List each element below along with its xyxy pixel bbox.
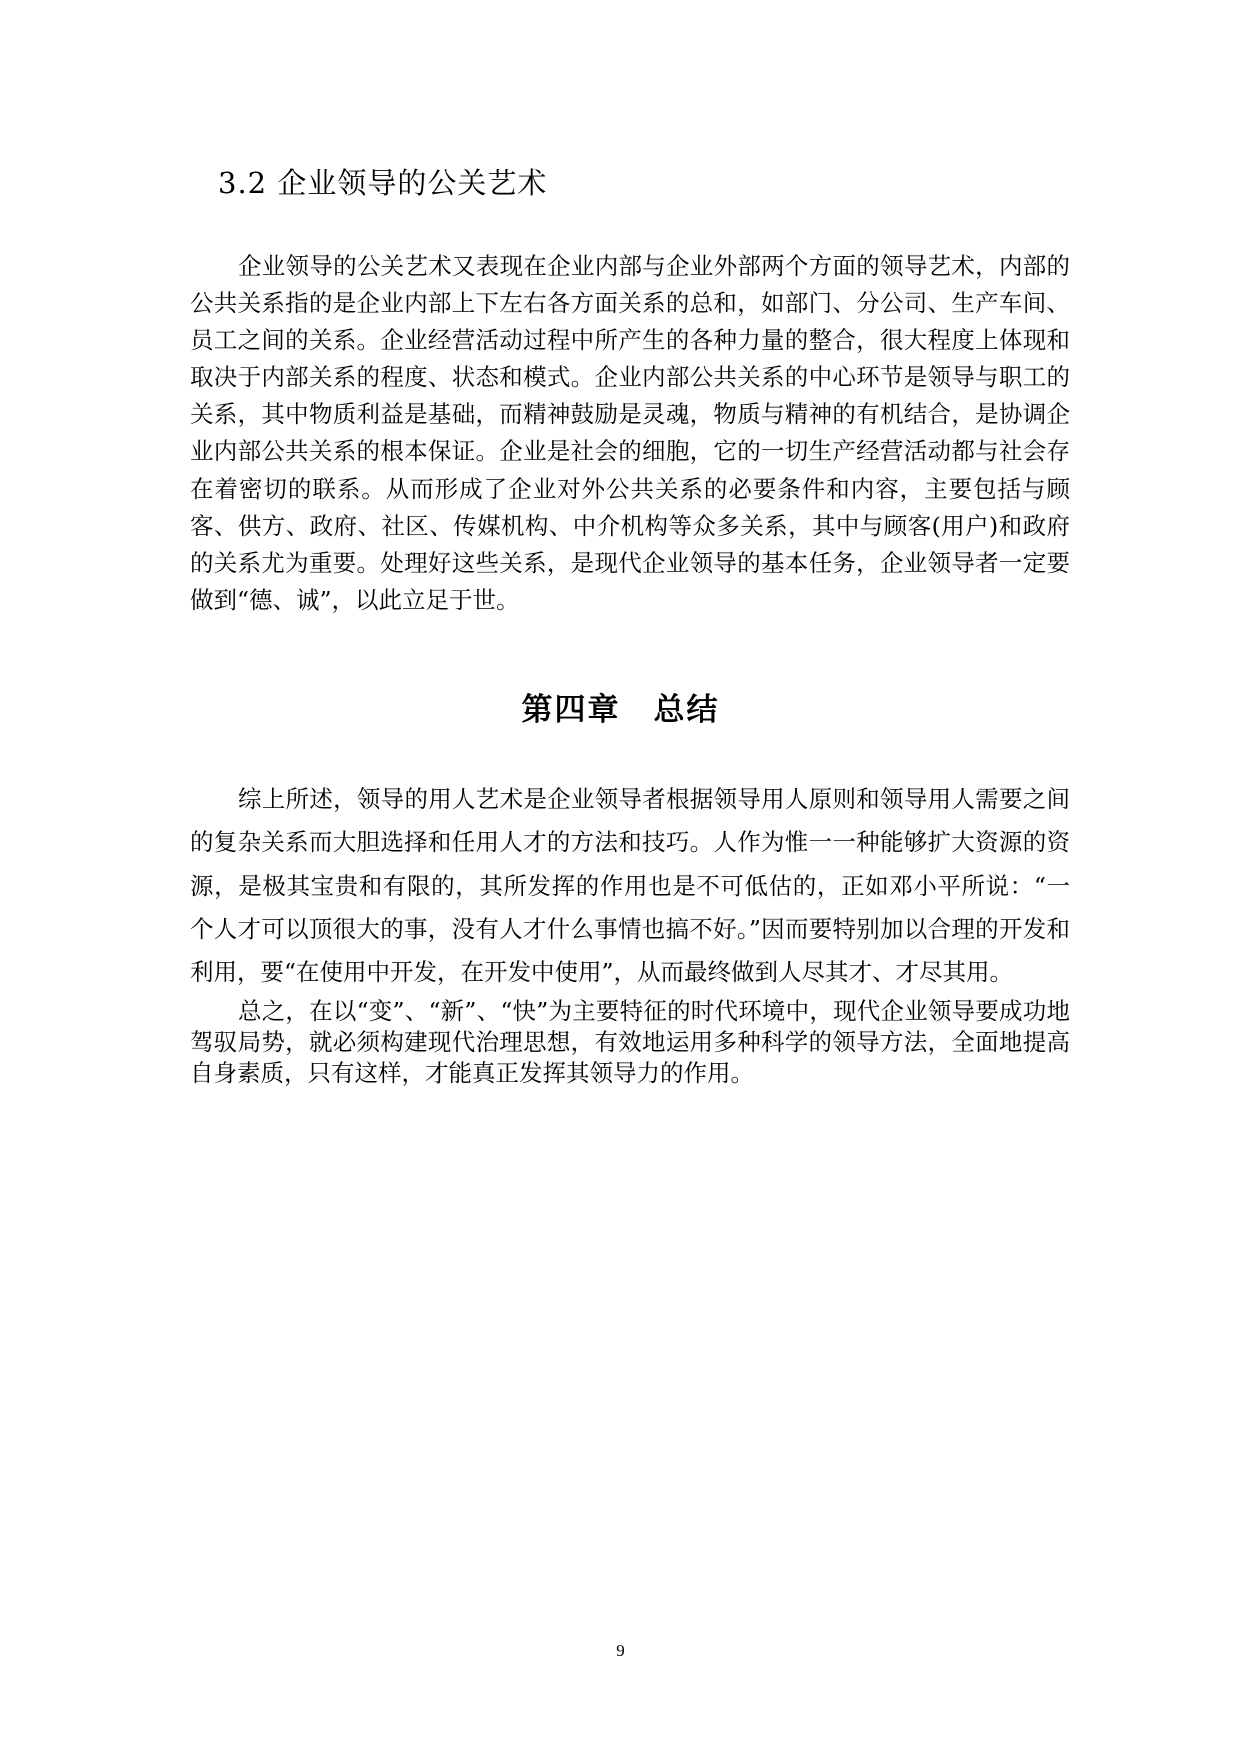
- section-heading: 3.2 企业领导的公关艺术: [218, 166, 548, 200]
- chapter-heading: 第四章 总结: [521, 692, 720, 728]
- summary-paragraph: 综上所述，领导的用人艺术是企业领导者根据领导用人原则和领导用人需要之间的复杂关系而大胆选择和任用人才的方法和技巧。人作为惟一一种能够扩大资源的资源，是极其宝贵和有限的，其所发挥的作用也是不可低估的，正如邓小平所说：“一个人才可以顶很大的事，没有人才什么事情也搞不好。”因而要特别加以合理的开发和利用，要“在使用中开发，在开发中使用”，从而最终做到人尽其才、才尽其用。: [190, 785, 1070, 987]
- conclusion-paragraph: 总之，在以“变”、“新”、“快”为主要特征的时代环境中，现代企业领导要成功地驾驭局势，就必须构建现代治理思想，有效地运用多种科学的领导方法，全面地提高自身素质，只有这样，才能真正发挥其领导力的作用。: [190, 997, 1070, 1088]
- page-number: 9: [616, 1641, 625, 1660]
- section-paragraph: 企业领导的公关艺术又表现在企业内部与企业外部两个方面的领导艺术，内部的公共关系指的是企业内部上下左右各方面关系的总和，如部门、分公司、生产车间、员工之间的关系。企业经营活动过程中所产生的各种力量的整合，很大程度上体现和取决于内部关系的程度、状态和模式。企业内部公共关系的中心环节是领导与职工的关系，其中物质利益是基础，而精神鼓励是灵魂，物质与精神的有机结合，是协调企业内部公共关系的根本保证。企业是社会的细胞，它的一切生产经营活动都与社会存在着密切的联系。从而形成了企业对外公共关系的必要条件和内容，主要包括与顾客、供方、政府、社区、传媒机构、中介机构等众多关系，其中与顾客(用户)和政府的关系尤为重要。处理好这些关系，是现代企业领导的基本任务，企业领导者一定要做到“德、诚”，以此立足于世。: [190, 252, 1070, 614]
- section-body: [190, 248, 1070, 619]
- chapter-body: [190, 778, 1070, 1089]
